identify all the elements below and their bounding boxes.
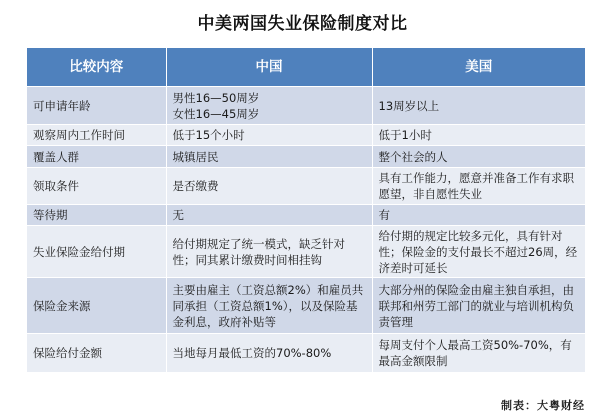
china-value-line: 女性16—45周岁 [172,106,260,121]
row-china-value: 是否缴费 [166,168,372,205]
row-usa-value: 给付期的规定比较多元化，具有针对性；保险金的支付最长不超过26周，经济差时可延长 [372,226,585,278]
table-header-row [27,48,585,87]
row-china-value: 给付期规定了统一模式，缺乏针对性；同其累计缴费时间相挂钩 [166,226,372,278]
row-china-value: 低于15个小时 [166,125,372,146]
china-value-line: 男性16—50周岁 [172,90,260,105]
table-row [27,125,585,146]
row-usa-value: 13周岁以上 [372,87,585,125]
row-usa-value: 具有工作能力，愿意并准备工作有求职愿望，非自愿性失业 [372,168,585,205]
row-item-label: 保险给付金额 [27,334,166,372]
row-item-label: 覆盖人群 [27,146,166,168]
row-item-label: 观察周内工作时间 [27,125,166,146]
table-row [27,334,585,372]
comparison-table [27,48,585,372]
table-row [27,168,585,205]
table-row [27,87,585,125]
row-item-label: 等待期 [27,205,166,226]
row-item-label: 可申请年龄 [27,87,166,125]
row-item-label: 领取条件 [27,168,166,205]
row-item-label: 失业保险金给付期 [27,226,166,278]
row-usa-value: 大部分州的保险金由雇主独自承担，由联邦和州劳工部门的就业与培训机构负责管理 [372,278,585,334]
row-usa-value: 整个社会的人 [372,146,585,168]
header-china: 中国 [166,48,372,87]
table-row [27,205,585,226]
row-china-value: 城镇居民 [166,146,372,168]
row-china-value: 主要由雇主（工资总额2%）和雇员共同承担（工资总额1%），以及保险基金利息，政府补贴等 [166,278,372,334]
row-usa-value: 低于1小时 [372,125,585,146]
row-china-value: 当地每月最低工资的70%-80% [166,334,372,372]
row-china-value [166,87,372,125]
row-china-value: 无 [166,205,372,226]
row-usa-value: 有 [372,205,585,226]
page-title: 中美两国失业保险制度对比 [197,14,408,34]
table-row [27,146,585,168]
table-row [27,278,585,334]
row-usa-value: 每周支付个人最高工资50%-70%，有最高金额限制 [372,334,585,372]
header-usa: 美国 [372,48,585,87]
table-row [27,226,585,278]
header-item: 比较内容 [27,48,166,87]
row-item-label: 保险金来源 [27,278,166,334]
source-credit: 制表：大粤财经 [501,399,585,412]
